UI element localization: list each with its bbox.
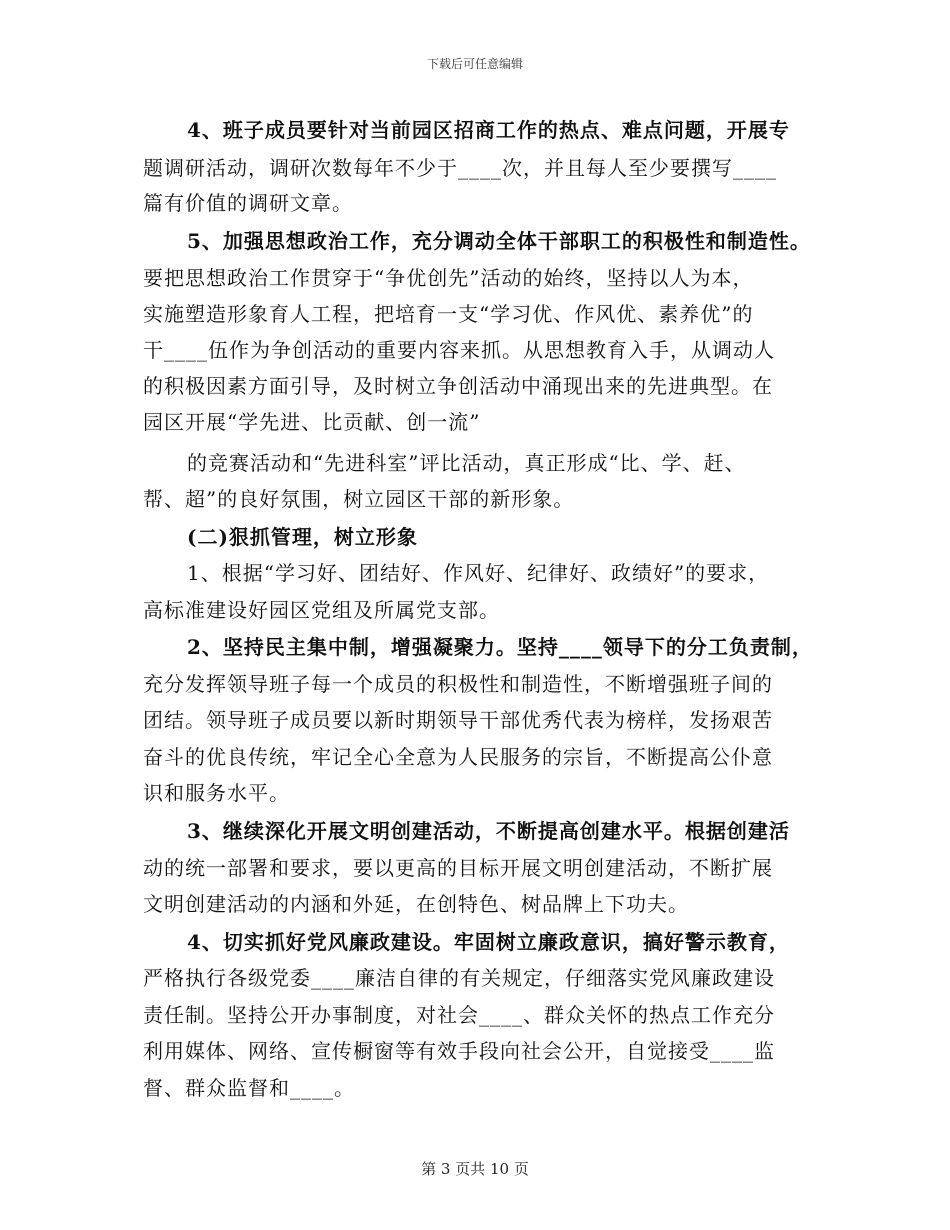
- paragraph-line: 3、继续深化开展文明创建活动，不断提高创建水平。根据创建活: [187, 819, 790, 843]
- paragraph-line: 干____伍作为争创活动的重要内容来抓。从思想教育入手，从调动人: [143, 338, 775, 362]
- paragraph-line: 督、群众监督和____。: [143, 1076, 355, 1100]
- paragraph-line: 动的统一部署和要求，要以更高的目标开展文明创建活动，不断扩展: [143, 856, 773, 880]
- paragraph-line: 1、根据“学习好、团结好、作风好、纪律好、政绩好”的要求，: [187, 561, 770, 585]
- paragraph-line: 利用媒体、网络、宣传橱窗等有效手段向社会公开，自觉接受____监: [143, 1039, 775, 1063]
- paragraph-line: 题调研活动，调研次数每年不少于____次，并且每人至少要撰写____: [143, 156, 777, 180]
- section-heading: (二)狠抓管理，树立形象: [187, 525, 418, 549]
- paragraph-line: 4、切实抓好党风廉政建设。牢固树立廉政意识，搞好警示教育，: [187, 930, 790, 954]
- paragraph-line: 帮、超”的良好氛围，树立园区干部的新形象。: [143, 487, 575, 511]
- paragraph-line: 园区开展“学先进、比贡献、创一流”: [143, 410, 481, 434]
- page-footer: 第 3 页共 10 页: [421, 1160, 529, 1178]
- paragraph-line: 高标准建设好园区党组及所属党支部。: [143, 598, 500, 622]
- paragraph-line: 奋斗的优良传统，牢记全心全意为人民服务的宗旨，不断提高公仆意: [143, 745, 773, 769]
- paragraph-line: 2、坚持民主集中制，增强凝聚力。坚持____领导下的分工负责制，: [187, 635, 813, 659]
- paragraph-line: 责任制。坚持公开办事制度，对社会____、群众关怀的热点工作充分: [143, 1003, 775, 1027]
- paragraph-line: 的积极因素方面引导，及时树立争创活动中涌现出来的先进典型。在: [143, 374, 773, 398]
- paragraph-line: 充分发挥领导班子每一个成员的积极性和制造性，不断增强班子间的: [143, 672, 773, 696]
- paragraph-line: 文明创建活动的内涵和外延，在创特色、树品牌上下功夫。: [143, 892, 689, 916]
- page-header: 下载后可任意编辑: [426, 57, 523, 71]
- paragraph-line: 识和服务水平。: [143, 781, 290, 805]
- paragraph-line: 严格执行各级党委____廉洁自律的有关规定，仔细落实党风廉政建设: [143, 966, 775, 990]
- paragraph-line: 实施塑造形象育人工程，把培育一支“学习优、作风优、素养优”的: [143, 302, 754, 326]
- paragraph-line: 5、加强思想政治工作，充分调动全体干部职工的积极性和制造性。: [187, 229, 811, 253]
- paragraph-line: 的竞赛活动和“先进科室”评比活动，真正形成“比、学、赶、: [187, 451, 746, 475]
- paragraph-line: 要把思想政治工作贯穿于“争优创先”活动的始终，坚持以人为本，: [143, 266, 754, 290]
- paragraph-line: 篇有价值的调研文章。: [143, 191, 353, 215]
- paragraph-line: 团结。领导班子成员要以新时期领导干部优秀代表为榜样，发扬艰苦: [143, 708, 773, 732]
- paragraph-line: 4、班子成员要针对当前园区招商工作的热点、难点问题，开展专: [187, 118, 790, 142]
